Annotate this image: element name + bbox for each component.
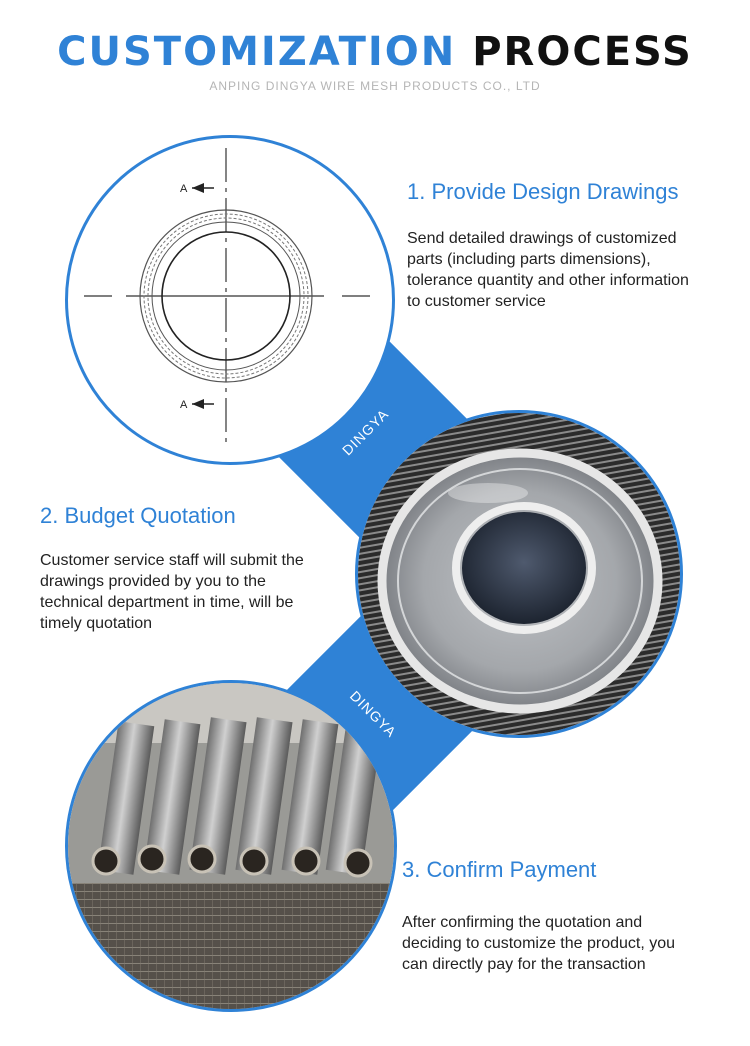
company-subtitle: ANPING DINGYA WIRE MESH PRODUCTS CO., LTD: [209, 79, 541, 93]
step-2-line: Customer service staff will submit the: [40, 552, 304, 569]
step-2-line: technical department in time, will be: [40, 594, 294, 611]
step-1-line: Send detailed drawings of customized: [407, 230, 677, 247]
step-3-line: can directly pay for the transaction: [402, 956, 646, 973]
filter-tubes-circle: [65, 680, 397, 1012]
step-1-title: 1. Provide Design Drawings: [407, 179, 679, 204]
title-highlight: CUSTOMIZATION: [57, 29, 457, 75]
step-3-description: [402, 912, 742, 975]
step-3-title: 3. Confirm Payment: [402, 857, 597, 882]
step-1-line: parts (including parts dimensions),: [407, 251, 651, 268]
design-drawing-circle: [65, 135, 395, 465]
step-1-line: tolerance quantity and other information: [407, 272, 689, 289]
step-3-line: After confirming the quotation and: [402, 914, 643, 931]
section-label-top: A: [180, 183, 188, 195]
step-2-description: [40, 550, 345, 634]
step-1-description: [407, 228, 742, 312]
step-2-line: timely quotation: [40, 615, 153, 632]
filter-photo-circle: [355, 410, 683, 738]
step-1-line: to customer service: [407, 293, 546, 310]
filter-tubes-photo: [68, 683, 394, 1009]
technical-drawing: [68, 138, 392, 462]
title-rest: PROCESS: [472, 29, 693, 75]
filter-element-photo: [358, 413, 680, 735]
step-2-title: 2. Budget Quotation: [40, 503, 236, 528]
step-3-line: deciding to customize the product, you: [402, 935, 676, 952]
section-label-bottom: A: [180, 399, 188, 411]
page-title: [0, 28, 750, 76]
step-2-line: drawings provided by you to the: [40, 573, 266, 590]
